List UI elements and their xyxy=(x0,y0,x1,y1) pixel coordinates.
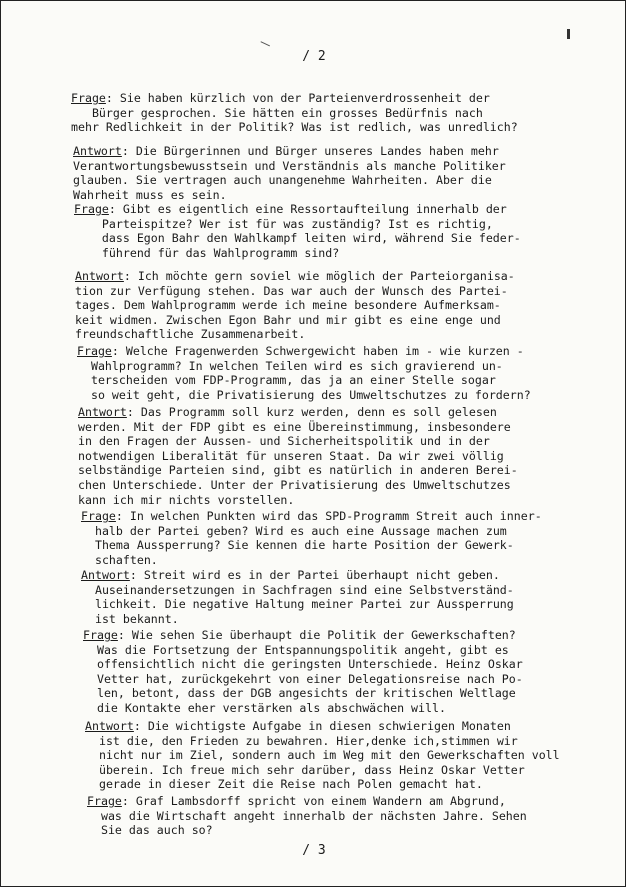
text-line xyxy=(81,597,514,612)
line-text: Wahrheit muss es sein. xyxy=(73,187,227,202)
text-line xyxy=(85,763,560,778)
text-line xyxy=(85,734,560,749)
answer-block xyxy=(73,144,506,202)
line-text: ist die, den Frieden zu bewahren. Hier,denke ich,stimmen wir xyxy=(85,733,518,748)
line-text: überein. Ich freue mich sehr darüber, dass Heinz Oskar Vetter xyxy=(85,762,525,777)
text-line xyxy=(83,643,523,658)
line-text: halb der Partei geben? Wird es auch eine Aussage machen zum xyxy=(81,523,507,538)
question-block xyxy=(71,91,518,135)
text-line xyxy=(81,568,514,583)
line-text: mehr Redlichkeit in der Politik? Was ist redlich, was unredlich? xyxy=(71,120,518,135)
line-text: tages. Dem Wahlprogramm werde ich meine besondere Aufmerksam- xyxy=(75,298,501,313)
line-text: chen Unterschiede. Unter der Privatisierung des Umweltschutzes xyxy=(78,477,511,492)
text-line xyxy=(71,91,518,106)
page-number-top: / 2 xyxy=(302,49,326,64)
text-line xyxy=(71,106,518,121)
text-line xyxy=(78,463,518,478)
text-line xyxy=(77,388,531,403)
line-text: : Sie haben kürzlich von der Parteienverdrossenheit der xyxy=(105,91,490,105)
line-text: keit widmen. Zwischen Egon Bahr und mir gibt es eine enge und xyxy=(75,312,501,327)
answer-block xyxy=(78,405,518,507)
line-text: : Graf Lambsdorff spricht von einem Wandern am Abgrund, xyxy=(121,794,506,808)
line-text: tion zur Verfügung stehen. Das war auch der Wunsch des Partei- xyxy=(75,283,508,298)
line-text: : Das Programm soll kurz werden, denn es soll gelesen xyxy=(126,405,497,419)
text-line xyxy=(81,538,542,553)
line-text: gerade in dieser Zeit die Reise nach Polen gemacht hat. xyxy=(85,777,483,792)
text-line xyxy=(81,583,514,598)
line-text: dass Egon Bahr den Wahlkampf leiten wird, während Sie feder- xyxy=(74,231,521,246)
page-number-bottom: / 3 xyxy=(302,843,326,858)
line-text: glauben. Sie vertragen auch unangenehme Wahrheiten. Aber die xyxy=(73,173,492,188)
text-line xyxy=(78,420,518,435)
line-text: offensichtlich nicht die geringsten Unterschiede. Heinz Oskar xyxy=(83,657,523,672)
text-line xyxy=(83,686,523,701)
text-line xyxy=(75,298,515,313)
speaker-label: Antwort xyxy=(75,269,124,283)
line-text: : In welchen Punkten wird das SPD-Programm Streit auch inner- xyxy=(115,509,542,523)
line-text: lichkeit. Die negative Haltung meiner Partei zur Aussperrung xyxy=(81,597,514,612)
line-text: führend für das Wahlprogramm sind? xyxy=(74,245,340,260)
text-line xyxy=(74,231,521,246)
speaker-label: Frage xyxy=(87,794,122,808)
line-text: ist bekannt. xyxy=(81,611,179,626)
text-line xyxy=(75,327,515,342)
line-text: : Streit wird es in der Partei überhaupt nicht geben. xyxy=(129,568,500,582)
text-line xyxy=(74,202,521,217)
text-line xyxy=(87,809,527,824)
text-line xyxy=(78,493,518,508)
text-line xyxy=(73,173,506,188)
line-text: werden. Mit der FDP gibt es eine Übereinstimmung, insbesondere xyxy=(78,419,511,434)
text-line xyxy=(78,405,518,420)
line-text: die Kontakte eher verstärken als abschwächen will. xyxy=(83,700,446,715)
speaker-label: Frage xyxy=(81,509,116,523)
line-text: Vetter hat, zurückgekehrt von einer Delegationsreise nach Po- xyxy=(83,671,523,686)
line-text: : Die wichtigste Aufgabe in diesen schwierigen Monaten xyxy=(133,719,511,733)
speaker-label: Antwort xyxy=(73,144,122,158)
line-text: schaften. xyxy=(81,552,158,567)
text-line xyxy=(73,144,506,159)
text-line xyxy=(83,701,523,716)
line-text: terscheiden vom FDP-Programm, das ja an einer Stelle sogar xyxy=(77,373,496,388)
line-text: : Gibt es eigentlich eine Ressortaufteilung innerhalb der xyxy=(108,202,507,216)
text-line xyxy=(78,478,518,493)
text-line xyxy=(85,719,560,734)
line-text: was die Wirtschaft angeht innerhalb der nächsten Jahre. Sehen xyxy=(87,808,527,823)
text-line xyxy=(87,794,527,809)
line-text: nicht nur im Ziel, sondern auch im Weg mit den Gewerkschaften voll xyxy=(85,748,560,763)
line-text: Bürger gesprochen. Sie hätten ein grosses Bedürfnis nach xyxy=(71,105,483,120)
text-line xyxy=(87,823,527,838)
text-line xyxy=(75,269,515,284)
speaker-label: Antwort xyxy=(85,719,134,733)
answer-block xyxy=(75,269,515,342)
text-line xyxy=(75,284,515,299)
answer-block xyxy=(81,568,514,626)
question-block xyxy=(77,344,531,402)
text-line xyxy=(78,449,518,464)
text-line xyxy=(81,524,542,539)
line-text: len, betont, dass der DGB angesichts der kritischen Weltlage xyxy=(83,686,516,701)
text-line xyxy=(83,628,523,643)
speaker-label: Frage xyxy=(83,628,118,642)
ink-mark xyxy=(567,29,570,39)
answer-block xyxy=(85,719,560,792)
text-line xyxy=(81,553,542,568)
speaker-label: Antwort xyxy=(81,568,130,582)
line-text: selbständige Parteien sind, gibt es natürlich in anderen Berei- xyxy=(78,463,518,478)
line-text: freundschaftliche Zusammenarbeit. xyxy=(75,327,306,342)
line-text: : Ich möchte gern soviel wie möglich der Parteiorganisa- xyxy=(123,269,515,283)
text-line xyxy=(81,612,514,627)
line-text: Verantwortungsbewusstsein und Verständnis als manche Politiker xyxy=(73,158,506,173)
line-text: Sie das auch so? xyxy=(87,823,213,838)
speaker-label: Frage xyxy=(71,91,106,105)
text-line xyxy=(77,373,531,388)
line-text: in den Fragen der Aussen- und Sicherheitspolitik und in der xyxy=(78,434,490,449)
text-line xyxy=(77,344,531,359)
question-block xyxy=(74,202,521,260)
speaker-label: Antwort xyxy=(78,405,127,419)
line-text: : Wie sehen Sie überhaupt die Politik der Gewerkschaften? xyxy=(117,628,516,642)
text-line xyxy=(73,159,506,174)
text-line xyxy=(83,657,523,672)
question-block xyxy=(87,794,527,838)
line-text: Wahlprogramm? In welchen Teilen wird es sich gravierend un- xyxy=(77,358,503,373)
line-text: : Die Bürgerinnen und Bürger unseres Landes haben mehr xyxy=(121,144,499,158)
speaker-label: Frage xyxy=(77,344,112,358)
text-line xyxy=(85,748,560,763)
line-text: : Welche Fragenwerden Schwergewicht haben im - wie kurzen - xyxy=(111,344,524,358)
line-text: Auseinandersetzungen in Sachfragen sind eine Selbstverständ- xyxy=(81,582,514,597)
text-line xyxy=(78,434,518,449)
line-text: Parteispitze? Wer ist für was zuständig? Ist es richtig, xyxy=(74,216,493,231)
text-line xyxy=(81,509,542,524)
text-line xyxy=(83,672,523,687)
line-text: Thema Aussperrung? Sie kennen die harte Position der Gewerk- xyxy=(81,538,514,553)
line-text: Was die Fortsetzung der Entspannungspolitik angeht, gibt es xyxy=(83,642,509,657)
text-line xyxy=(73,188,506,203)
text-line xyxy=(71,120,518,135)
text-line xyxy=(74,246,521,261)
text-line xyxy=(74,217,521,232)
question-block xyxy=(83,628,523,716)
line-text: notwendigen Liberalität für unseren Staat. Da wir zwei völlig xyxy=(78,448,504,463)
line-text: kann ich mir nichts vorstellen. xyxy=(78,492,295,507)
question-block xyxy=(81,509,542,567)
speaker-label: Frage xyxy=(74,202,109,216)
text-line xyxy=(77,359,531,374)
text-line xyxy=(85,777,560,792)
text-line xyxy=(75,313,515,328)
line-text: so weit geht, die Privatisierung des Umweltschutzes zu fordern? xyxy=(77,387,531,402)
